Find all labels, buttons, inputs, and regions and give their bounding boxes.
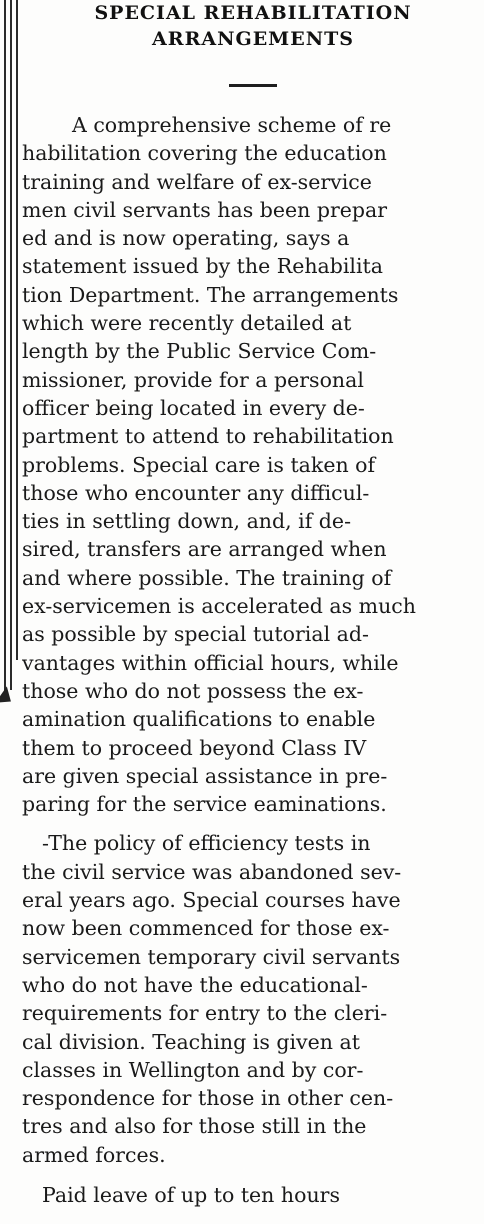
text-line: A comprehensive scheme of re: [72, 113, 392, 137]
text-line: habilitation covering the education: [22, 141, 387, 166]
column-rule: [10, 0, 12, 690]
text-line: men civil servants has been prepar: [22, 197, 388, 222]
text-line: now been commenced for those ex-: [22, 916, 390, 941]
text-line: armed forces.: [22, 1142, 166, 1167]
text-line: eral years ago. Special courses have: [22, 888, 401, 913]
text-line: training and welfare of ex-service: [22, 169, 372, 194]
text-line: requirements for entry to the cleri-: [22, 1001, 388, 1026]
text-line: are given special assistance in pre-: [22, 763, 388, 788]
headline-line: ARRANGEMENTS: [152, 28, 354, 50]
column-rule-end-mark: [0, 686, 17, 709]
text-line: classes in Wellington and by cor-: [22, 1057, 364, 1082]
text-line: which were recently detailed at: [22, 311, 352, 336]
text-line: ed and is now operating, says a: [22, 226, 350, 251]
text-line: paring for the service eaminations.: [22, 792, 387, 817]
article-paragraph: [22, 1181, 484, 1209]
text-line: amination qualifications to enable: [22, 707, 376, 732]
article-headline: [22, 0, 484, 52]
text-line: respondence for those in other cen-: [22, 1086, 394, 1111]
text-line: missioner, provide for a personal: [22, 367, 364, 392]
text-line: cal division. Teaching is given at: [22, 1029, 360, 1054]
article-paragraph: [22, 111, 484, 818]
text-line: tres and also for those still in the: [22, 1114, 367, 1139]
text-line: them to proceed beyond Class IV: [22, 735, 367, 760]
text-line: vantages within official hours, while: [22, 650, 399, 675]
text-line: the civil service was abandoned sev-: [22, 859, 402, 884]
text-line: those who encounter any difficul-: [22, 480, 370, 505]
text-line: ex-servicemen is accelerated as much: [22, 594, 416, 619]
text-line: tion Department. The arrangements: [22, 282, 399, 307]
text-line: -The policy of efficiency tests in: [42, 831, 371, 856]
text-line: those who do not possess the ex-: [22, 678, 364, 703]
column-rule: [4, 0, 6, 700]
text-line: partment to attend to rehabilitation: [22, 424, 394, 449]
column-rule: [16, 0, 18, 660]
text-line: sired, transfers are arranged when: [22, 537, 387, 562]
headline-separator: [229, 84, 277, 87]
text-line: as possible by special tutorial ad-: [22, 622, 369, 647]
text-line: statement issued by the Rehabilita: [22, 254, 384, 279]
text-line: Paid leave of up to ten hours: [42, 1182, 340, 1207]
text-line: length by the Public Service Com-: [22, 339, 377, 364]
text-line: officer being located in every de-: [22, 395, 365, 420]
article-paragraph: [22, 829, 484, 1169]
text-line: servicemen temporary civil servants: [22, 944, 401, 969]
text-line: ties in settling down, and, if de-: [22, 509, 351, 534]
text-line: problems. Special care is taken of: [22, 452, 376, 477]
article-column: [22, 0, 484, 1209]
headline-line: SPECIAL REHABILITATION: [94, 2, 412, 24]
text-line: and where possible. The training of: [22, 565, 392, 590]
text-line: who do not have the educational-: [22, 972, 368, 997]
